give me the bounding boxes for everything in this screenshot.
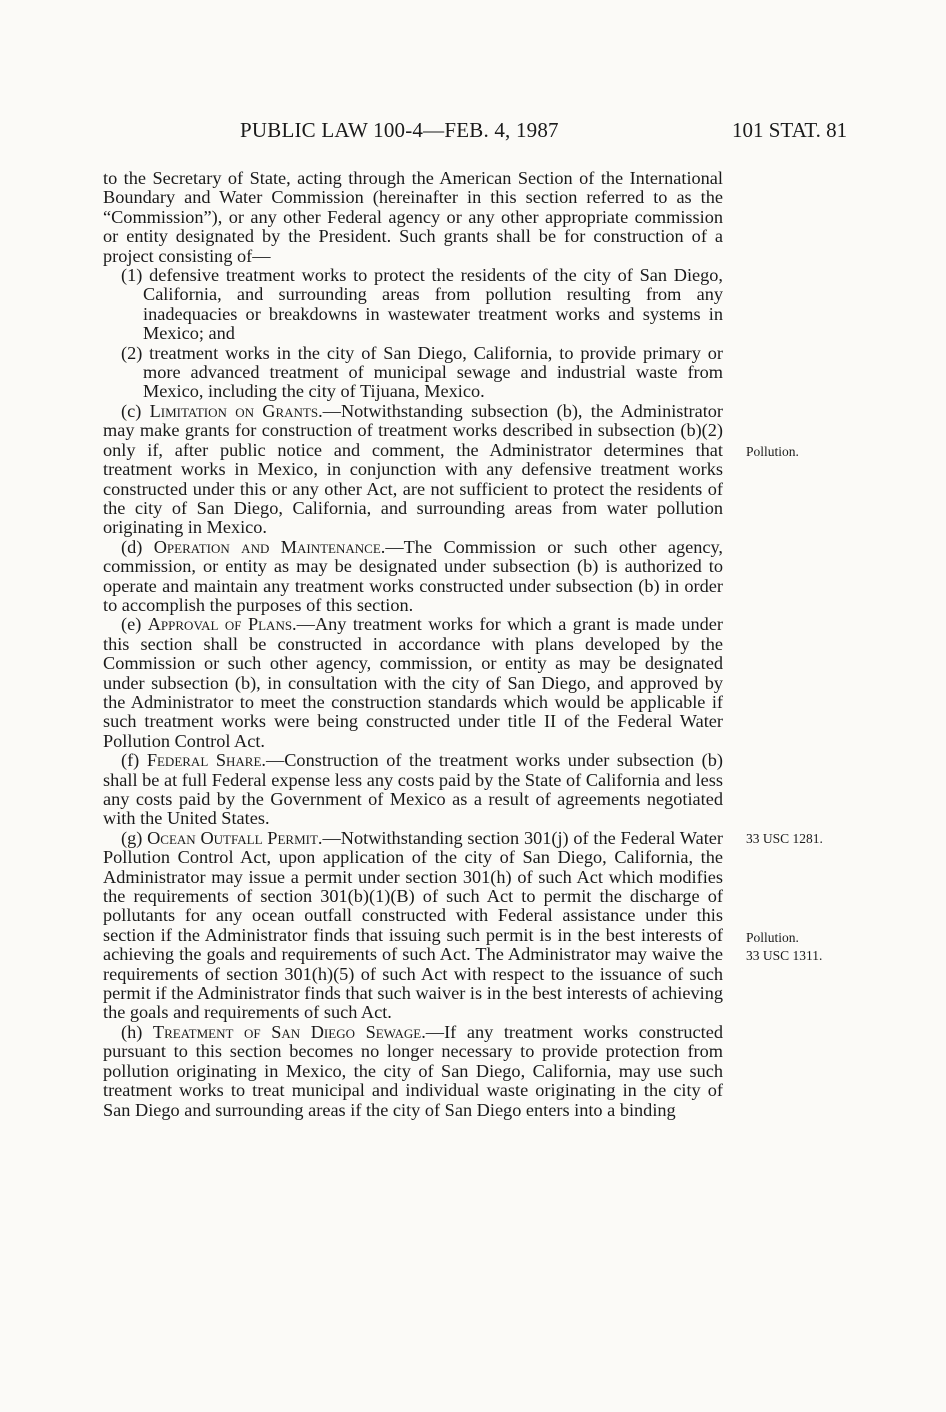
running-header-stat: 101 STAT. 81 bbox=[732, 118, 848, 142]
subsection-h bbox=[103, 1023, 723, 1120]
subsection-f bbox=[103, 751, 723, 829]
margin-note-pollution-g: Pollution. bbox=[746, 930, 799, 945]
subsection-f-label: (f) bbox=[121, 750, 147, 771]
list-item-1: (1) defensive treatment works to protect the residents of the city of San Diego, California, and surrounding areas from pollution resulting from any inadequacies or breakdowns in wastewater treatment works and systems in Mexico; and bbox=[121, 265, 723, 344]
subsection-d-text: —The Commission or such other agency, commission, or entity as may be designated under subsection (b) is authorized to operate and maintain any treatment works constructed under subsection (b) in order to accomplish the purposes of this section. bbox=[103, 536, 724, 615]
margin-note-usc-1281: 33 USC 1281. bbox=[746, 831, 823, 846]
list-item-2: (2) treatment works in the city of San Diego, California, to provide primary or more advanced treatment of municipal sewage and industrial waste from Mexico, including the city of Tijuana, Mexico. bbox=[121, 342, 723, 402]
subsection-d-heading: Operation and Maintenance. bbox=[153, 536, 386, 557]
subsection-f-heading: Federal Share. bbox=[146, 750, 266, 771]
margin-note-pollution-c: Pollution. bbox=[746, 444, 799, 459]
subsection-f-text: —Construction of the treatment works under subsection (b) shall be at full Federal expense less any costs paid by the State of California and less any costs paid by the Government of Mexico as a result of agreements negotiated with the United States. bbox=[103, 750, 723, 829]
subsection-e-heading: Approval of Plans. bbox=[147, 614, 297, 635]
subsection-e-label: (e) bbox=[121, 614, 148, 635]
subsection-h-text: —If any treatment works constructed pursuant to this section becomes no longer necessary to provide protection from pollution originating in Mexico, the city of San Diego, California, may use such treatment works to treat municipal and individual waste originating in the city of San Diego and surrounding areas if the city of San Diego enters into a binding bbox=[103, 1021, 723, 1120]
subsection-d-label: (d) bbox=[121, 536, 154, 557]
subsection-c bbox=[103, 402, 723, 538]
margin-note-usc-1311: 33 USC 1311. bbox=[746, 948, 823, 963]
subsection-e-text: —Any treatment works for which a grant is made under this section shall be constructed in accordance with plans developed by the Commission or such other agency, commission, or entity as may be designated under subsection (b), in consultation with the city of San Diego, and approved by the Administrator to meet the construction standards which would be applicable if such treatment works were being constructed under title II of the Federal Water Pollution Control Act. bbox=[103, 614, 723, 751]
subsection-g-text: —Notwithstanding section 301(j) of the Federal Water Pollution Control Act, upon application of the city of San Diego, California, the Administrator may issue a permit under section 301(h) of such Act which modifies the requirements of section 301(b)(1)(B) of such Act to permit the discharge of pollutants for any ocean outfall constructed with Federal assistance under this section if the Administrator finds that issuing such permit is in the best interests of achieving the goals and requirements of such Act. The Administrator may waive the requirements of section 301(h)(5) of such Act with respect to the issuance of such permit if the Administrator finds that such waiver is in the best interests of achieving the goals and requirements of such Act. bbox=[103, 827, 723, 1023]
subsection-c-label: (c) bbox=[121, 400, 150, 421]
subsection-g-heading: Ocean Outfall Permit. bbox=[147, 827, 323, 848]
running-header-title: PUBLIC LAW 100-4—FEB. 4, 1987 bbox=[240, 118, 559, 142]
intro-paragraph: to the Secretary of State, acting through the American Section of the International Boundary and Water Commission (hereinafter in this section referred to as the “Commission”), or any other Federal agency or any other appropriate commission or entity designated by the President. Such grants shall be for construction of a project consisting of— bbox=[103, 168, 723, 266]
subsection-h-heading: Treatment of San Diego Sewage. bbox=[152, 1021, 426, 1042]
subsection-h-label: (h) bbox=[121, 1021, 153, 1042]
subsection-d bbox=[103, 538, 723, 616]
statute-body bbox=[103, 169, 723, 1120]
subsection-g-label: (g) bbox=[121, 827, 148, 848]
subsection-g bbox=[103, 829, 723, 1023]
subsection-c-heading: Limitation on Grants. bbox=[149, 400, 323, 421]
subsection-e bbox=[103, 615, 723, 751]
subsection-c-text: —Notwithstanding subsection (b), the Administrator may make grants for construction of treatment works described in subsection (b)(2) only if, after public notice and comment, the Administrator determines that treatment works in Mexico, in conjunction with any defensive treatment works constructed under this or any other Act, are not sufficient to protect the residents of the city of San Diego, California, and surrounding areas from water pollution originating in Mexico. bbox=[103, 400, 723, 538]
